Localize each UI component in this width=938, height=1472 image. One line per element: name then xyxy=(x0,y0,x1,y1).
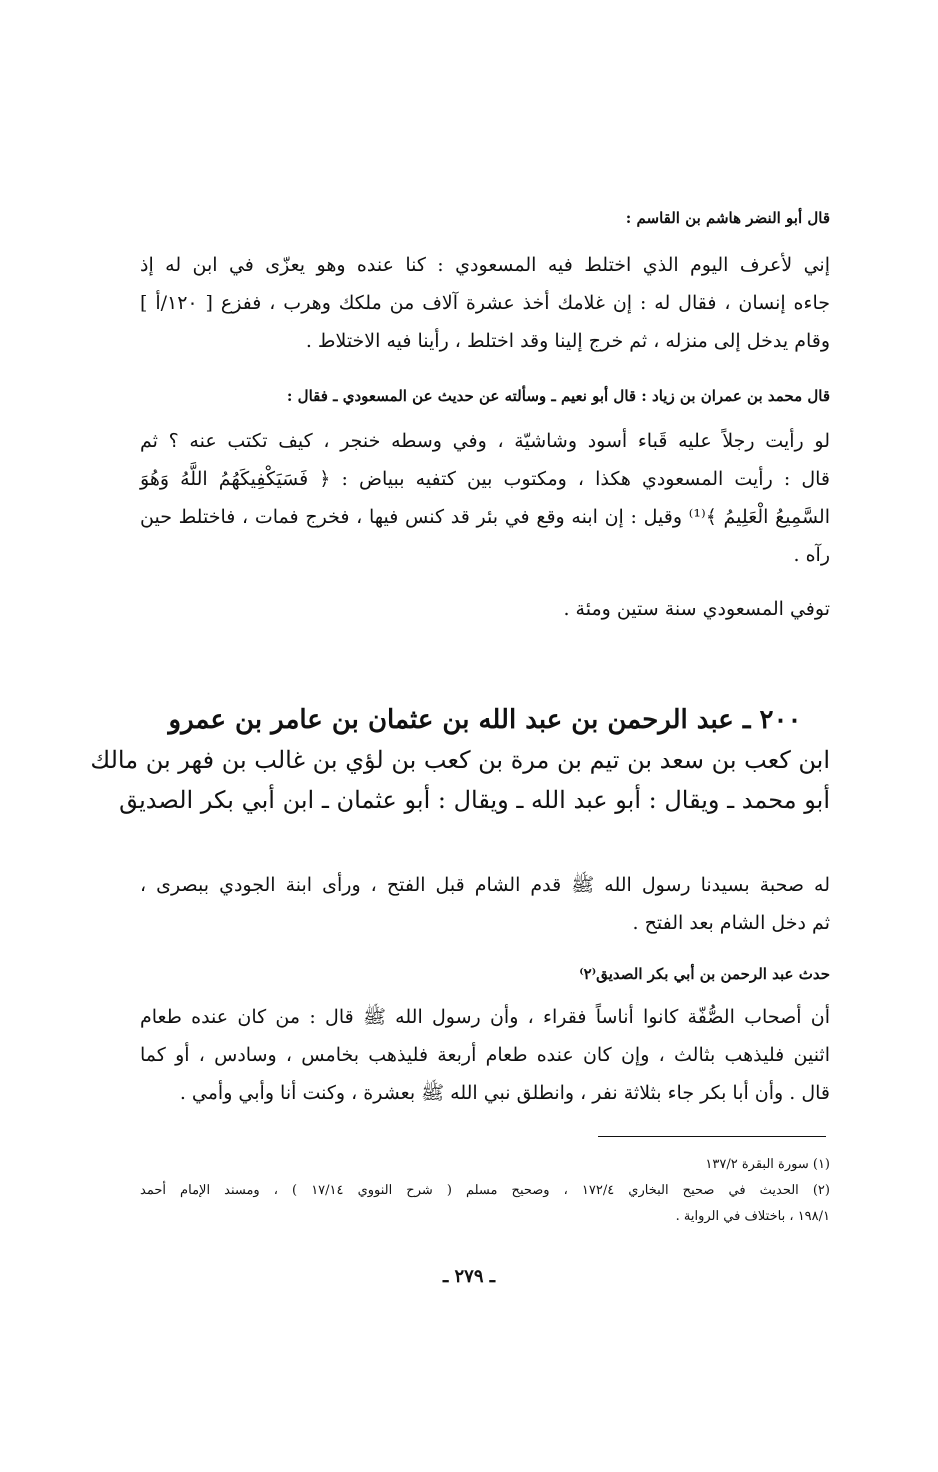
entry-heading xyxy=(90,700,830,820)
section-hadith xyxy=(140,962,830,986)
death-note xyxy=(140,590,830,628)
page-number: ـ ٢٧٩ ـ xyxy=(442,1266,496,1287)
text-line: توفي المسعودي سنة ستين ومئة . xyxy=(563,598,830,620)
text-line: جاءه إنسان ، فقال له : إن غلامك أخذ عشرة آلاف من ملكك وهرب ، ففزع [ ١٢٠/أ ] xyxy=(140,292,830,314)
footnote-2-continued: ١٩٨/١ ، باختلاف في الرواية . xyxy=(675,1209,830,1224)
text-line: ثم دخل الشام بعد الفتح . xyxy=(632,912,830,934)
text-line: له صحبة بسيدنا رسول الله ﷺ قدم الشام قبل الفتح ، ورأى ابنة الجودي ببصرى ، xyxy=(140,874,830,896)
footnote-2: (٢) الحديث في صحيح البخاري ١٧٢/٤ ، وصحيح مسلم ( شرح النووي ١٧/١٤ ) ، ومسند الإمام أحمد xyxy=(140,1183,830,1198)
entry-kunya: أبو محمد ـ ويقال : أبو عبد الله ـ ويقال : أبو عثمان ـ ابن أبي بكر الصديق xyxy=(119,786,830,814)
footnote-1: (١) سورة البقرة ١٣٧/٢ xyxy=(705,1157,830,1172)
text-line: السَّمِيعُ الْعَلِيمُ ﴾⁽¹⁾ وقيل : إن ابنه وقع في بئر قد كنس فيها ، فخرج فمات ، فاختلط حين xyxy=(140,506,830,528)
narrator-label: قال محمد بن عمران بن زياد : قال أبو نعيم ـ وسألته عن حديث عن المسعودي ـ فقال : xyxy=(286,387,830,405)
section-abu-al-nadr xyxy=(140,206,830,230)
paragraph-ikhtilat xyxy=(140,246,830,360)
entry-lineage: ابن كعب بن سعد بن تيم بن مرة بن كعب بن لؤي بن غالب بن فهر بن مالك xyxy=(90,746,830,774)
footnote-divider xyxy=(598,1136,826,1137)
paragraph-suhba xyxy=(140,866,830,942)
paragraph-ahl-al-suffa xyxy=(140,998,830,1112)
text-line: رآه . xyxy=(793,544,830,566)
narrator-label: حدث عبد الرحمن بن أبي بكر الصديق⁽٢⁾ xyxy=(579,965,830,983)
paragraph-qaba xyxy=(140,422,830,574)
text-line: أن أصحاب الصُّفّة كانوا أناساً فقراء ، وأن رسول الله ﷺ قال : من كان عنده طعام xyxy=(140,1006,830,1028)
text-line: لو رأيت رجلاً عليه قَباء أسود وشاشيّة ، وفي وسطه خنجر ، كيف تكتب عنه ؟ ثم xyxy=(140,430,830,452)
entry-title: ٢٠٠ ـ عبد الرحمن بن عبد الله بن عثمان بن عامر بن عمرو xyxy=(168,705,802,735)
text-line: إني لأعرف اليوم الذي اختلط فيه المسعودي : كنا عنده وهو يعزّى في ابن له إذ xyxy=(140,254,830,276)
text-line: قال . وأن أبا بكر جاء بثلاثة نفر ، وانطلق نبي الله ﷺ بعشرة ، وكنت أنا وأبي وأمي . xyxy=(179,1082,830,1104)
narrator-label: قال أبو النضر هاشم بن القاسم : xyxy=(625,209,830,227)
footnotes xyxy=(140,1152,830,1230)
section-muhammad-ibn-imran xyxy=(140,384,830,408)
text-line: وقام يدخل إلى منزله ، ثم خرج إلينا وقد اختلط ، رأينا فيه الاختلاط . xyxy=(305,330,830,352)
text-line: اثنين فليذهب بثالث ، وإن كان عنده طعام أربعة فليذهب بخامس ، وسادس ، أو كما xyxy=(140,1044,830,1066)
text-line: قال : رأيت المسعودي هكذا ، ومكتوب بين كتفيه ببياض : ﴿ فَسَيَكْفِيكَهُمُ اللَّهُ وَهُوَ xyxy=(140,468,830,490)
